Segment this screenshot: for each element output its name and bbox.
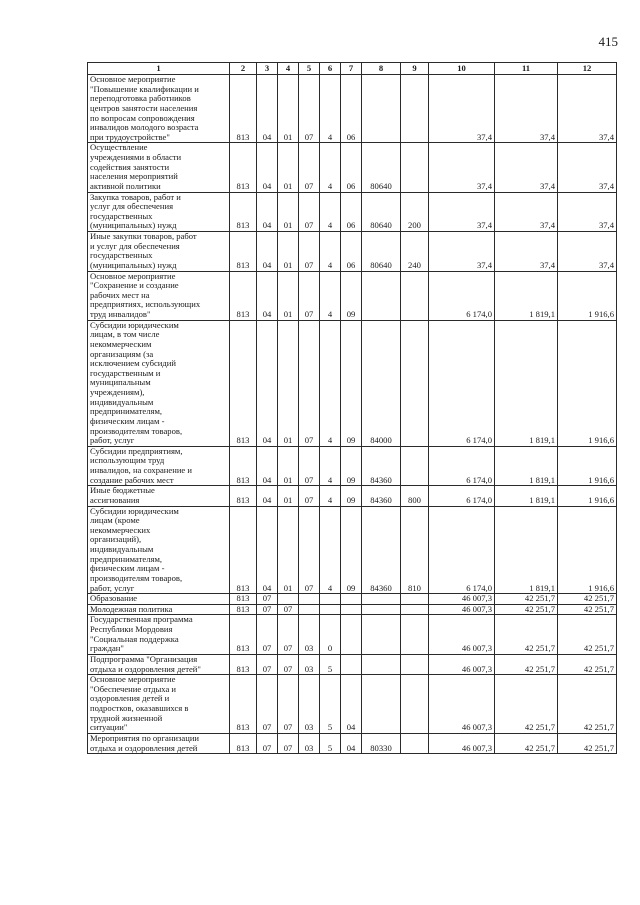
table-cell: 813: [230, 446, 257, 486]
table-cell: [362, 675, 401, 734]
table-cell: [341, 594, 362, 605]
table-cell: 37,4: [429, 232, 495, 272]
table-cell: 06: [341, 143, 362, 192]
table-cell: 813: [230, 75, 257, 143]
table-cell: 37,4: [495, 75, 558, 143]
table-cell: 1 916,6: [558, 446, 617, 486]
table-cell: [401, 654, 429, 674]
table-cell: [401, 446, 429, 486]
column-header: 11: [495, 63, 558, 75]
table-cell: 09: [341, 506, 362, 594]
table-cell: [401, 271, 429, 320]
table-cell: 80640: [362, 143, 401, 192]
table-cell: [278, 594, 299, 605]
table-row: [88, 446, 617, 486]
column-header: 1: [88, 63, 230, 75]
table-row: [88, 486, 617, 506]
table-cell: 37,4: [558, 75, 617, 143]
table-cell: 0: [320, 615, 341, 655]
table-cell: 04: [257, 232, 278, 272]
table-cell: 1 819,1: [495, 506, 558, 594]
table-cell: 4: [320, 232, 341, 272]
table-cell: 240: [401, 232, 429, 272]
row-name-cell: Субсидии юридическим лицам, в том числе некоммерческим организациям (за исключением субсидий государственным и муниципальным учреждениям), индивидуальным предпринимателям, физическим лицам - производителям товаров, работ, услуг: [88, 320, 230, 446]
table-cell: 07: [257, 594, 278, 605]
row-name-cell: Основное мероприятие "Сохранение и создание рабочих мест на предприятиях, использующих труд инвалидов": [88, 271, 230, 320]
table-cell: 46 007,3: [429, 615, 495, 655]
table-cell: 03: [299, 615, 320, 655]
table-cell: 813: [230, 143, 257, 192]
table-cell: 07: [299, 506, 320, 594]
table-cell: 01: [278, 271, 299, 320]
table-cell: 04: [257, 446, 278, 486]
table-cell: 04: [341, 733, 362, 753]
column-header: 10: [429, 63, 495, 75]
column-header: 2: [230, 63, 257, 75]
column-header: 4: [278, 63, 299, 75]
table-row: [88, 192, 617, 232]
table-cell: 07: [299, 320, 320, 446]
table-cell: [401, 733, 429, 753]
table-cell: 37,4: [429, 143, 495, 192]
table-cell: 46 007,3: [429, 594, 495, 605]
table-cell: 800: [401, 486, 429, 506]
table-cell: 6 174,0: [429, 271, 495, 320]
table-cell: 46 007,3: [429, 604, 495, 615]
table-cell: 80640: [362, 232, 401, 272]
table-cell: [362, 594, 401, 605]
table-cell: [401, 320, 429, 446]
table-cell: 06: [341, 232, 362, 272]
table-cell: 07: [278, 654, 299, 674]
table-cell: 5: [320, 654, 341, 674]
table-cell: [401, 675, 429, 734]
table-cell: 1 916,6: [558, 320, 617, 446]
column-header: 12: [558, 63, 617, 75]
row-name-cell: Государственная программа Республики Мордовия "Социальная поддержка граждан": [88, 615, 230, 655]
table-cell: [362, 604, 401, 615]
table-cell: [401, 143, 429, 192]
row-name-cell: Иные бюджетные ассигнования: [88, 486, 230, 506]
table-cell: 813: [230, 320, 257, 446]
table-cell: 4: [320, 75, 341, 143]
table-cell: 1 819,1: [495, 446, 558, 486]
table-cell: [320, 594, 341, 605]
table-cell: 07: [257, 733, 278, 753]
table-cell: 04: [257, 486, 278, 506]
column-header: 3: [257, 63, 278, 75]
table-cell: 07: [299, 446, 320, 486]
table-row: [88, 271, 617, 320]
table-cell: 04: [341, 675, 362, 734]
table-cell: 01: [278, 192, 299, 232]
row-name-cell: Иные закупки товаров, работ и услуг для обеспечения государственных (муниципальных) нужд: [88, 232, 230, 272]
table-cell: [320, 604, 341, 615]
table-cell: 42 251,7: [495, 654, 558, 674]
table-cell: 07: [278, 604, 299, 615]
table-cell: [362, 271, 401, 320]
table-row: [88, 506, 617, 594]
table-cell: [401, 615, 429, 655]
row-name-cell: Субсидии юридическим лицам (кроме некоммерческих организаций), индивидуальным предпринимателям, физическим лицам - производителям товаров, работ, услуг: [88, 506, 230, 594]
table-cell: 42 251,7: [495, 733, 558, 753]
table-cell: 42 251,7: [558, 675, 617, 734]
table-cell: 07: [257, 675, 278, 734]
table-cell: 813: [230, 192, 257, 232]
table-cell: 07: [299, 143, 320, 192]
table-cell: 200: [401, 192, 429, 232]
table-cell: 03: [299, 733, 320, 753]
table-row: [88, 232, 617, 272]
table-cell: 42 251,7: [558, 615, 617, 655]
table-cell: 37,4: [495, 143, 558, 192]
table-cell: [362, 654, 401, 674]
table-cell: 813: [230, 615, 257, 655]
table-cell: 07: [299, 271, 320, 320]
table-cell: 4: [320, 446, 341, 486]
table-cell: 810: [401, 506, 429, 594]
table-cell: [401, 604, 429, 615]
table-cell: 37,4: [429, 75, 495, 143]
table-cell: 09: [341, 486, 362, 506]
table-cell: [341, 604, 362, 615]
table-cell: 6 174,0: [429, 506, 495, 594]
table-cell: [299, 604, 320, 615]
table-cell: 42 251,7: [558, 733, 617, 753]
row-name-cell: Основное мероприятие "Повышение квалификации и переподготовка работников центров занятости населения по вопросам сопровождения инвалидов молодого возраста при трудоустройстве": [88, 75, 230, 143]
table-cell: 07: [299, 232, 320, 272]
table-cell: 80330: [362, 733, 401, 753]
table-cell: 4: [320, 486, 341, 506]
table-body: [88, 75, 617, 754]
table-cell: 03: [299, 654, 320, 674]
table-cell: 813: [230, 232, 257, 272]
table-cell: 4: [320, 143, 341, 192]
table-cell: 37,4: [495, 232, 558, 272]
table-cell: 1 916,6: [558, 486, 617, 506]
column-header: 8: [362, 63, 401, 75]
table-cell: 1 916,6: [558, 506, 617, 594]
table-cell: 42 251,7: [495, 615, 558, 655]
table-cell: 37,4: [558, 232, 617, 272]
column-header: 6: [320, 63, 341, 75]
table-cell: 813: [230, 604, 257, 615]
table-cell: 4: [320, 192, 341, 232]
table-cell: 01: [278, 506, 299, 594]
table-cell: 04: [257, 320, 278, 446]
budget-table: [87, 62, 617, 754]
table-cell: 04: [257, 271, 278, 320]
table-cell: 4: [320, 271, 341, 320]
table-cell: 01: [278, 75, 299, 143]
table-cell: 42 251,7: [495, 675, 558, 734]
table-cell: 06: [341, 75, 362, 143]
header-row: [88, 63, 617, 75]
table-cell: 1 819,1: [495, 486, 558, 506]
table-cell: 01: [278, 486, 299, 506]
row-name-cell: Осуществление учреждениями в области содействия занятости населения мероприятий активной политики: [88, 143, 230, 192]
table-cell: 1 916,6: [558, 271, 617, 320]
table-row: [88, 594, 617, 605]
table-cell: 07: [257, 604, 278, 615]
table-cell: 6 174,0: [429, 320, 495, 446]
table-cell: 09: [341, 320, 362, 446]
table-cell: 46 007,3: [429, 654, 495, 674]
table-cell: 01: [278, 143, 299, 192]
row-name-cell: Субсидии предприятиям, использующим труд инвалидов, на сохранение и создание рабочих мест: [88, 446, 230, 486]
table-cell: [362, 615, 401, 655]
table-cell: 07: [299, 192, 320, 232]
table-cell: 84360: [362, 506, 401, 594]
table-cell: 4: [320, 506, 341, 594]
table-cell: 813: [230, 594, 257, 605]
table-cell: 09: [341, 446, 362, 486]
table-cell: 6 174,0: [429, 486, 495, 506]
row-name-cell: Мероприятия по организации отдыха и оздоровления детей: [88, 733, 230, 753]
table-row: [88, 654, 617, 674]
table-cell: 813: [230, 675, 257, 734]
table-cell: 01: [278, 446, 299, 486]
table-cell: 37,4: [558, 192, 617, 232]
table-cell: 07: [257, 654, 278, 674]
table-cell: 84360: [362, 486, 401, 506]
table-cell: 04: [257, 143, 278, 192]
table-cell: [401, 594, 429, 605]
table-cell: 813: [230, 486, 257, 506]
table-row: [88, 604, 617, 615]
row-name-cell: Основное мероприятие "Обеспечение отдыха и оздоровления детей и подростков, оказавшихся в трудной жизненной ситуации": [88, 675, 230, 734]
table-cell: 07: [278, 733, 299, 753]
table-cell: 37,4: [495, 192, 558, 232]
column-header: 7: [341, 63, 362, 75]
table-cell: 09: [341, 271, 362, 320]
table-cell: 6 174,0: [429, 446, 495, 486]
table-cell: 46 007,3: [429, 733, 495, 753]
row-name-cell: Подпрограмма "Организация отдыха и оздоровления детей": [88, 654, 230, 674]
table-cell: 01: [278, 232, 299, 272]
column-header: 9: [401, 63, 429, 75]
table-cell: 42 251,7: [558, 604, 617, 615]
table-cell: 80640: [362, 192, 401, 232]
table-cell: 5: [320, 733, 341, 753]
table-cell: 813: [230, 733, 257, 753]
table-row: [88, 143, 617, 192]
table-cell: 84000: [362, 320, 401, 446]
table-cell: 04: [257, 506, 278, 594]
table-cell: [401, 75, 429, 143]
table-cell: 37,4: [429, 192, 495, 232]
row-name-cell: Образование: [88, 594, 230, 605]
table-cell: 07: [278, 615, 299, 655]
table-cell: 813: [230, 654, 257, 674]
table-row: [88, 733, 617, 753]
table-cell: 04: [257, 192, 278, 232]
table-cell: 1 819,1: [495, 320, 558, 446]
row-name-cell: Молодежная политика: [88, 604, 230, 615]
table-cell: 42 251,7: [495, 604, 558, 615]
page-number: 415: [598, 34, 618, 49]
table-cell: 04: [257, 75, 278, 143]
table-cell: 03: [299, 675, 320, 734]
table-row: [88, 320, 617, 446]
table-row: [88, 75, 617, 143]
table-cell: [341, 615, 362, 655]
table-cell: 84360: [362, 446, 401, 486]
table-cell: 5: [320, 675, 341, 734]
table-cell: 37,4: [558, 143, 617, 192]
table-cell: 46 007,3: [429, 675, 495, 734]
table-cell: [362, 75, 401, 143]
table-cell: 1 819,1: [495, 271, 558, 320]
table-cell: [341, 654, 362, 674]
column-header: 5: [299, 63, 320, 75]
table-cell: 42 251,7: [558, 594, 617, 605]
table-cell: 4: [320, 320, 341, 446]
table-cell: 813: [230, 271, 257, 320]
row-name-cell: Закупка товаров, работ и услуг для обеспечения государственных (муниципальных) нужд: [88, 192, 230, 232]
table-cell: 07: [257, 615, 278, 655]
table-cell: 07: [278, 675, 299, 734]
table-cell: 07: [299, 486, 320, 506]
table-cell: 42 251,7: [558, 654, 617, 674]
table-cell: 01: [278, 320, 299, 446]
table-row: [88, 675, 617, 734]
table-cell: 813: [230, 506, 257, 594]
table-cell: [299, 594, 320, 605]
table-cell: 07: [299, 75, 320, 143]
table-cell: 06: [341, 192, 362, 232]
table-cell: 42 251,7: [495, 594, 558, 605]
table-row: [88, 615, 617, 655]
